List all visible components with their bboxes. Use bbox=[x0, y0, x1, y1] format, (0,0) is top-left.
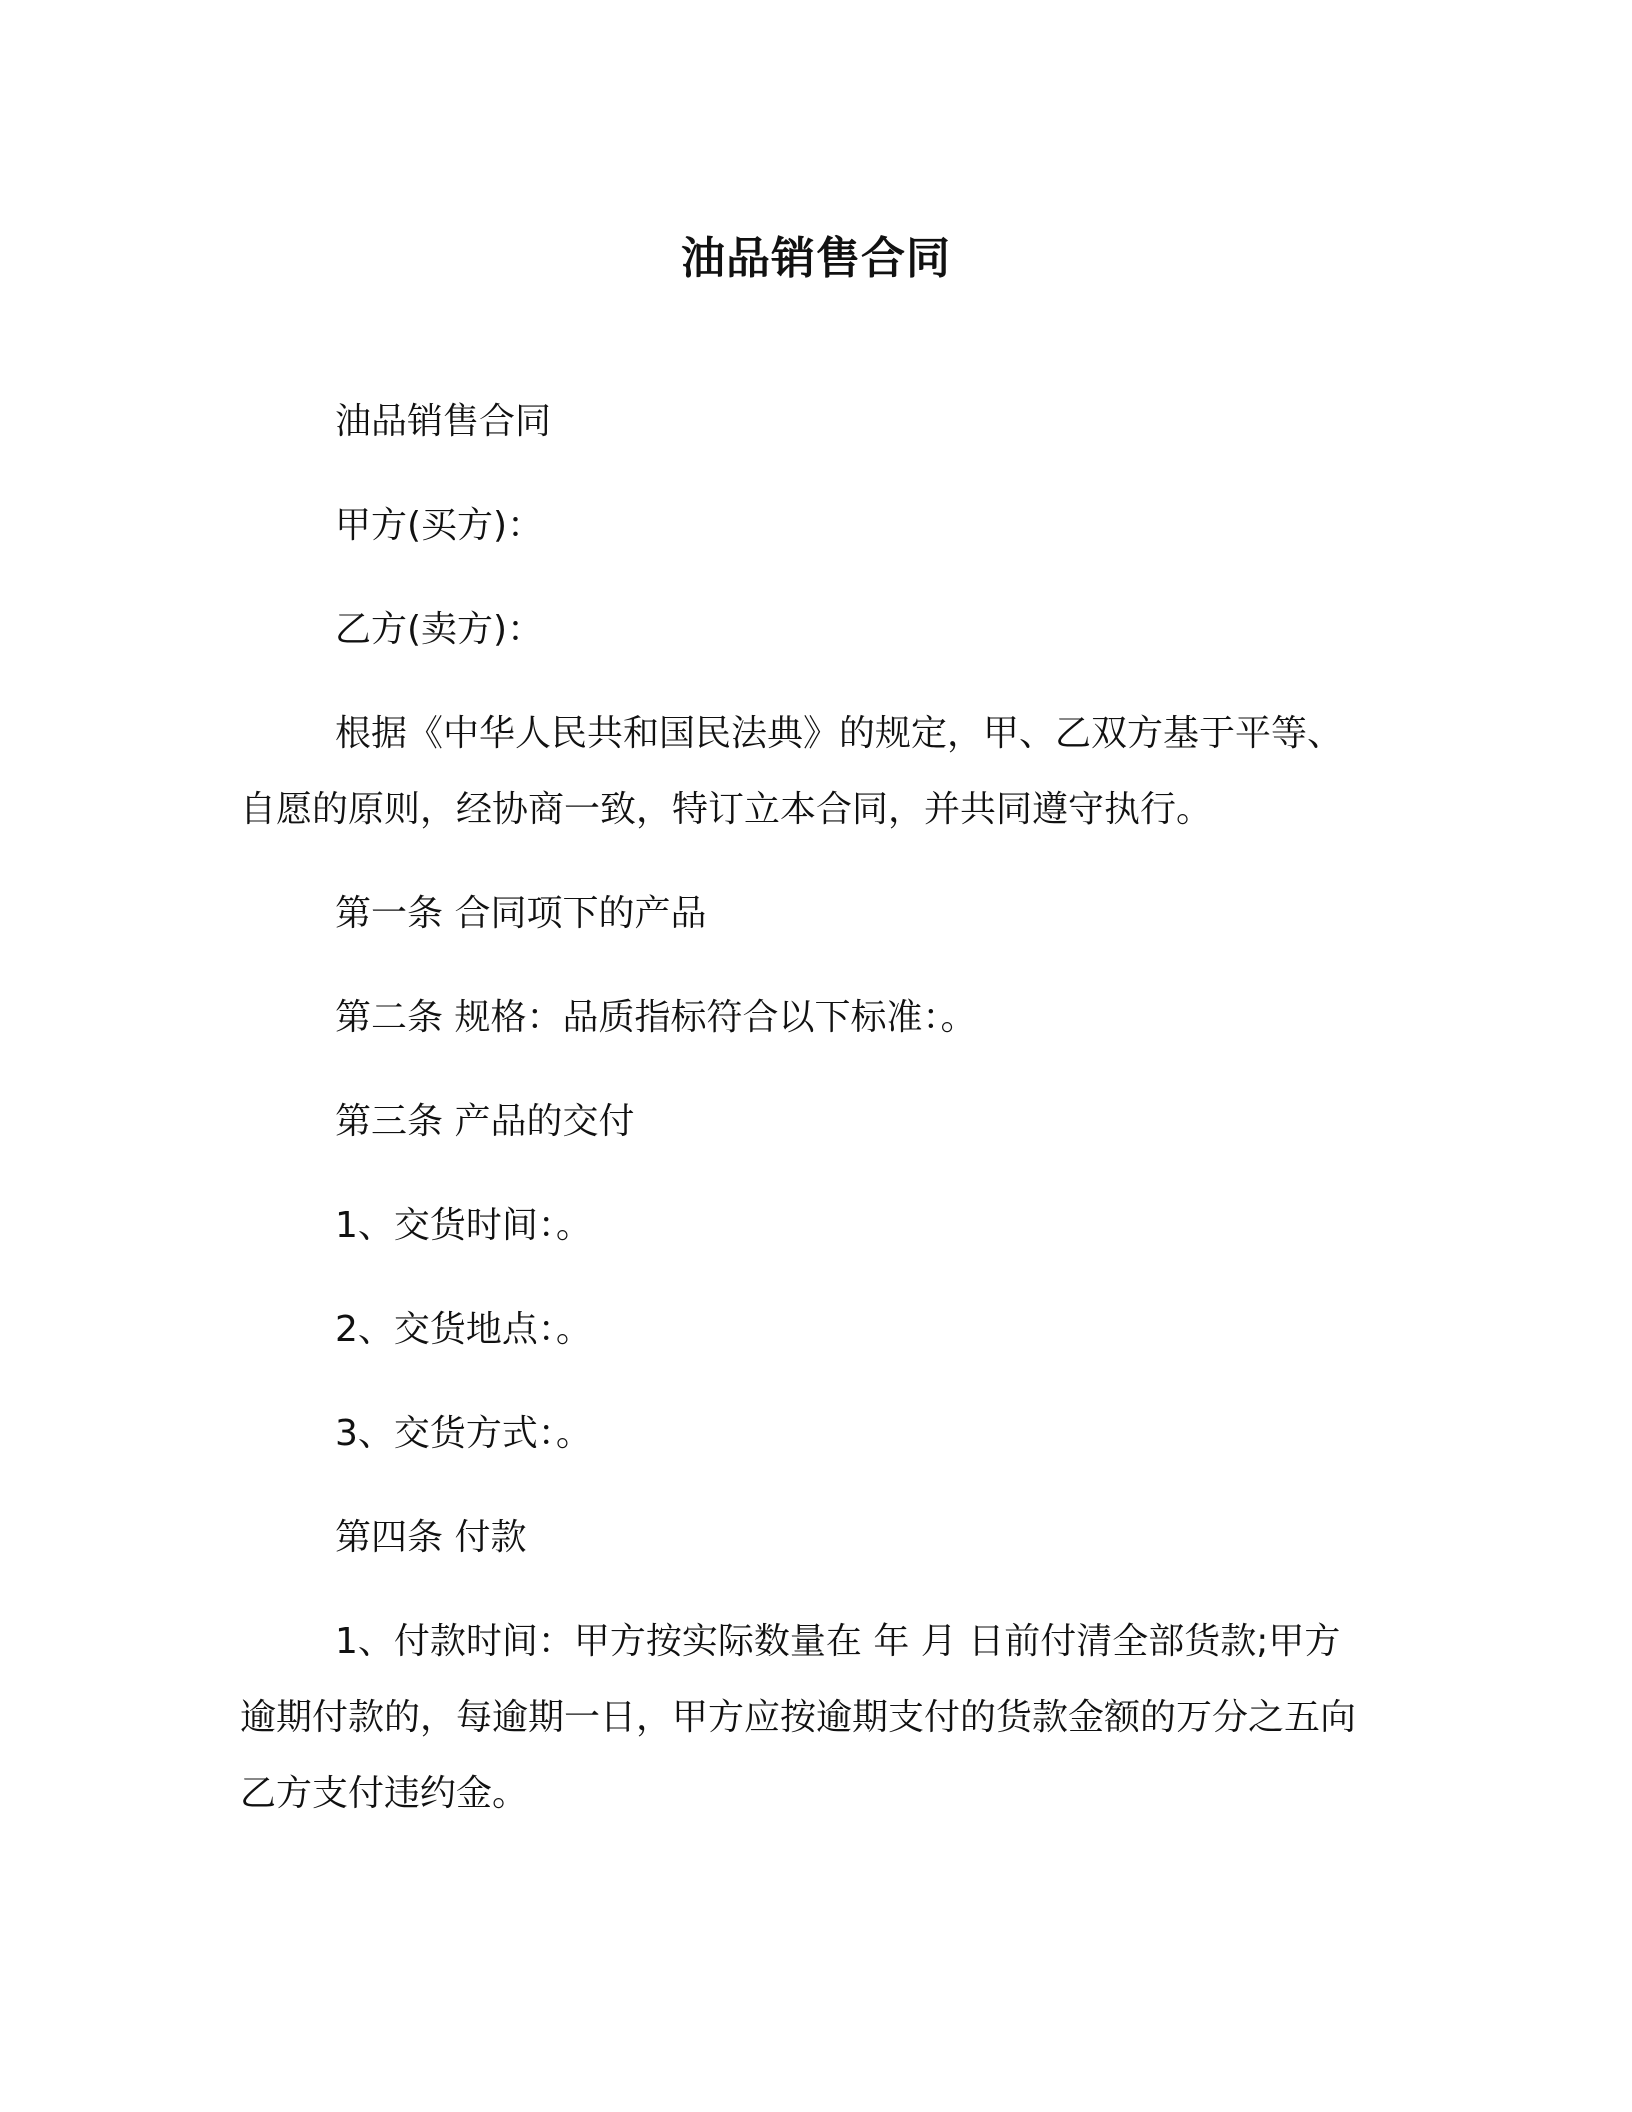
delivery-method-line: 3、交货方式：。 bbox=[335, 1413, 592, 1454]
payment-time-paragraph: 1、付款时间：甲方按实际数量在 年 月 日前付清全部货款;甲方逾期付款的，每逾期一日，甲方应按逾期支付的货款金额的万分之五向乙方支付违约金。 bbox=[240, 1621, 1357, 1814]
article-1-heading: 第一条 合同项下的产品 bbox=[335, 893, 707, 934]
contract-name-line: 油品销售合同 bbox=[335, 401, 552, 442]
party-b-line: 乙方(卖方)： bbox=[335, 609, 544, 650]
preamble-paragraph: 根据《中华人民共和国民法典》的规定，甲、乙双方基于平等、自愿的原则，经协商一致，特订立本合同，并共同遵守执行。 bbox=[240, 713, 1344, 830]
document-title: 油品销售合同 bbox=[681, 233, 951, 284]
article-2-line: 第二条 规格：品质指标符合以下标准：。 bbox=[335, 997, 977, 1038]
delivery-place-line: 2、交货地点：。 bbox=[335, 1309, 592, 1350]
article-3-heading: 第三条 产品的交付 bbox=[335, 1101, 635, 1142]
delivery-time-line: 1、交货时间：。 bbox=[335, 1205, 592, 1246]
article-4-heading: 第四条 付款 bbox=[335, 1517, 527, 1558]
party-a-line: 甲方(买方)： bbox=[335, 505, 544, 546]
